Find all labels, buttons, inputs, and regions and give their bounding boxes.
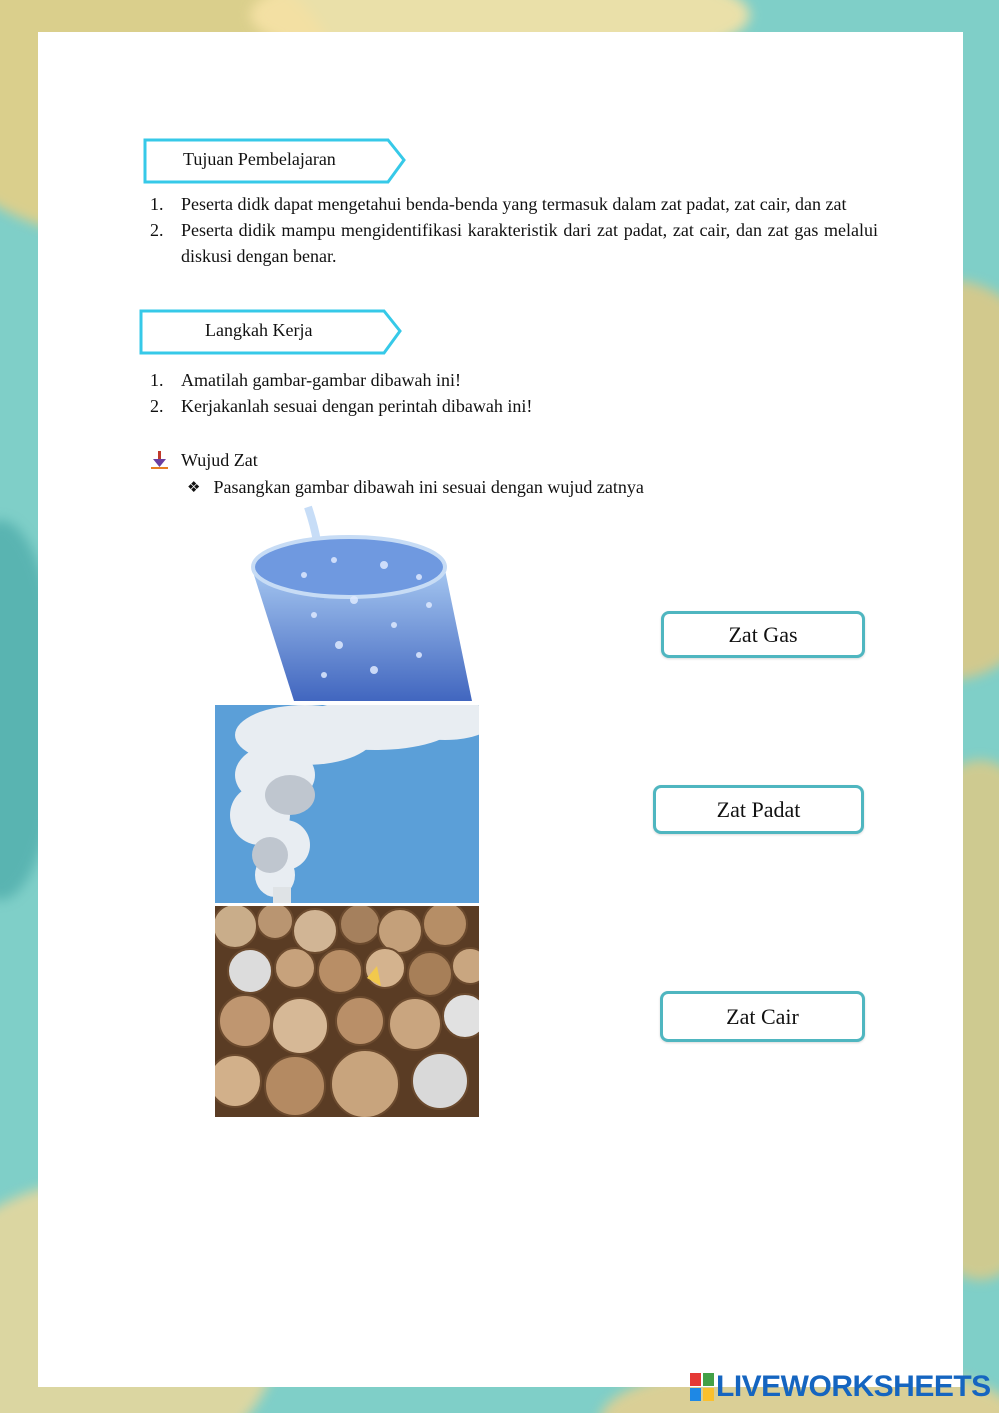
- section-title: Tujuan Pembelajaran: [183, 149, 336, 169]
- liveworksheets-logo: [690, 1370, 991, 1404]
- list-item: 1. Amatilah gambar-gambar dibawah ini!: [150, 370, 462, 390]
- diamond-bullet-icon: ❖: [187, 478, 201, 496]
- smoke-image[interactable]: [215, 705, 479, 903]
- liveworksheets-logo-icon: [690, 1373, 714, 1401]
- activity-heading: Wujud Zat: [150, 447, 258, 473]
- section-banner-objectives: [142, 137, 406, 181]
- answer-box-solid[interactable]: Zat Padat: [653, 785, 864, 834]
- water-glass-image[interactable]: [244, 505, 479, 701]
- answer-box-gas[interactable]: Zat Gas: [661, 611, 865, 658]
- section-banner-steps: [138, 308, 402, 352]
- steps-list: [150, 367, 878, 419]
- list-item: 2. Kerjakanlah sesuai dengan perintah dibawah ini!: [150, 396, 533, 416]
- objectives-list: [150, 191, 878, 269]
- activity-instruction: ❖ Pasangkan gambar dibawah ini sesuai dengan wujud zatnya: [187, 474, 644, 500]
- list-item: 1. Peserta didk dapat mengetahui benda-benda yang termasuk dalam zat padat, zat cair, dan zat: [150, 194, 847, 214]
- answer-box-liquid[interactable]: Zat Cair: [660, 991, 865, 1042]
- section-title: Langkah Kerja: [205, 320, 313, 340]
- arrow-bullet-icon: [150, 450, 170, 470]
- list-item: 2. Peserta didik mampu mengidentifikasi karakteristik dari zat padat, zat cair, dan zat gas melalui diskusi dengan benar.: [150, 220, 878, 266]
- liveworksheets-logo-text: LIVEWORKSHEETS: [716, 1370, 991, 1403]
- wood-logs-image[interactable]: [215, 906, 479, 1117]
